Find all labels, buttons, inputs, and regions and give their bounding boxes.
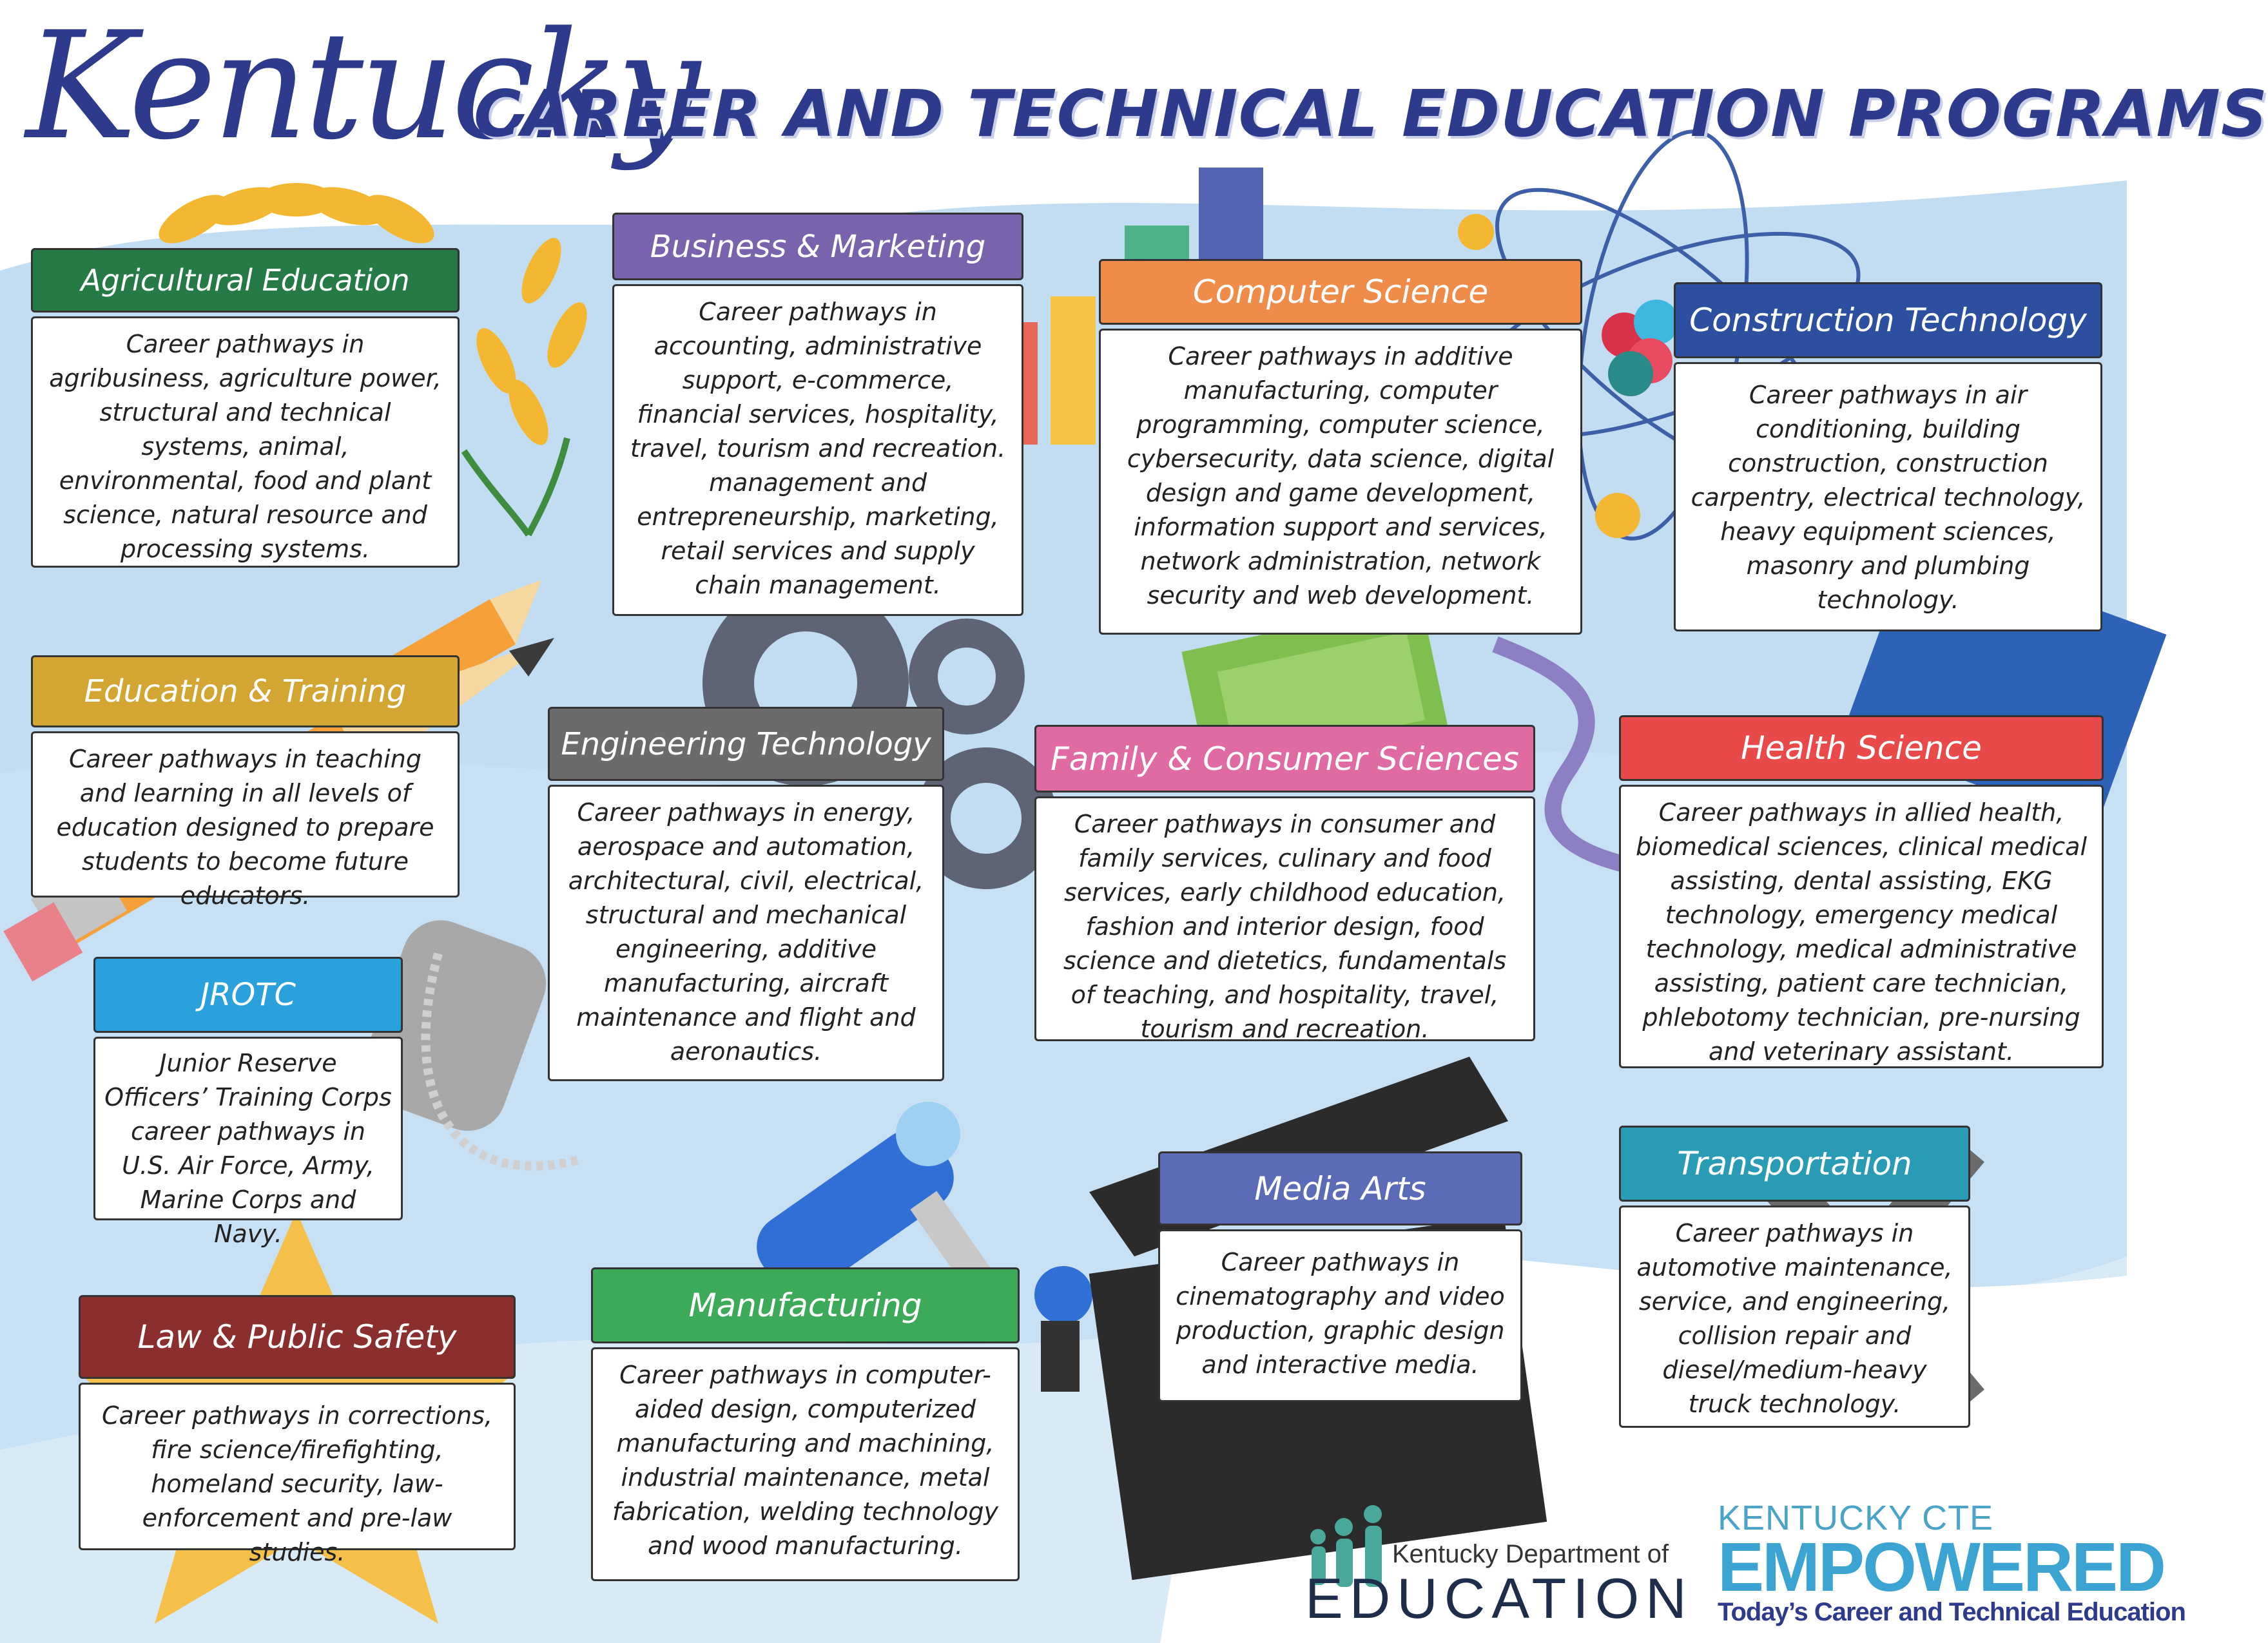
program-card-family-consumer-sciences: [1034, 725, 1535, 1041]
program-title: Law & Public Safety: [79, 1295, 516, 1379]
program-title: Agricultural Education: [31, 248, 460, 312]
cte-logo-top: KENTUCKY CTE: [1718, 1499, 1994, 1537]
program-card-computer-science: [1099, 259, 1582, 635]
program-description: Career pathways in consumer and family services, culinary and food services, early childhood education, fashion and interior design, food science and dietetics, fundamentals of teaching, and hospitality, travel, tourism and recreation.: [1034, 796, 1535, 1041]
program-card-media-arts: [1158, 1151, 1522, 1402]
program-title: Media Arts: [1158, 1151, 1522, 1225]
program-card-agricultural-education: [31, 248, 460, 568]
program-card-engineering-technology: [548, 707, 944, 1081]
program-title: Computer Science: [1099, 259, 1582, 325]
program-card-manufacturing: [591, 1267, 1020, 1581]
kde-logo-line1: Kentucky Department of: [1392, 1540, 1669, 1568]
program-description: Career pathways in air conditioning, building construction, construction carpentry, electrical technology, heavy equipment sciences, masonry and plumbing technology.: [1674, 362, 2102, 631]
program-description: Junior Reserve Officers’ Training Corps career pathways in U.S. Air Force, Army, Marine Corps and Navy.: [93, 1037, 403, 1220]
program-description: Career pathways in additive manufacturing, computer programming, computer science, cybersecurity, data science, digital design and game development, information support and services, network administration, network security and web development.: [1099, 329, 1582, 635]
program-description: Career pathways in automotive maintenance, service, and engineering, collision repair and diesel/medium-heavy truck technology.: [1619, 1206, 1970, 1428]
cte-logo-wordmark: EMPOWERED: [1718, 1528, 2165, 1606]
program-description: Career pathways in teaching and learning in all levels of education designed to prepare students to become future educators.: [31, 731, 460, 898]
script-title: Kentucky: [26, 1, 697, 173]
program-description: Career pathways in accounting, administrative support, e-commerce, financial services, hospitality, travel, tourism and recreation. management and entrepreneurship, marketing, retail services and supply chain management.: [612, 284, 1023, 616]
program-card-construction-technology: [1674, 282, 2102, 631]
program-title: Education & Training: [31, 655, 460, 727]
kde-logo-line2: EDUCATION: [1305, 1566, 1693, 1630]
program-card-transportation: [1619, 1126, 1970, 1428]
program-title: Health Science: [1619, 715, 2104, 781]
program-description: Career pathways in corrections, fire science/firefighting, homeland security, law-enforcement and pre-law studies.: [79, 1383, 516, 1550]
program-card-education-training: [31, 655, 460, 910]
program-card-business-marketing: [612, 213, 1023, 616]
program-description: Career pathways in agribusiness, agriculture power, structural and technical systems, animal, environmental, food and plant science, natural resource and processing systems.: [31, 316, 460, 568]
cte-logo-tagline: Today’s Career and Technical Education: [1718, 1598, 2186, 1626]
program-title: Construction Technology: [1674, 282, 2102, 358]
program-title: Engineering Technology: [548, 707, 944, 781]
program-description: Career pathways in cinematography and video production, graphic design and interactive media.: [1158, 1229, 1522, 1402]
program-title: Manufacturing: [591, 1267, 1020, 1343]
program-card-health-science: [1619, 715, 2104, 1068]
program-title: Business & Marketing: [612, 213, 1023, 280]
program-title: Transportation: [1619, 1126, 1970, 1202]
program-card-jrotc: [93, 957, 403, 1248]
page-title: CAREER AND TECHNICAL EDUCATION PROGRAMS: [474, 76, 2268, 151]
program-title: JROTC: [93, 957, 403, 1033]
program-card-law-public-safety: [79, 1295, 516, 1566]
program-description: Career pathways in energy, aerospace and automation, architectural, civil, electrical, structural and mechanical engineering, additive manufacturing, aircraft maintenance and flight and aeronautics.: [548, 785, 944, 1081]
program-description: Career pathways in allied health, biomedical sciences, clinical medical assisting, dental assisting, EKG technology, emergency medical technology, medical administrative assisting, patient care technician, phlebotomy technician, pre-nursing and veterinary assistant.: [1619, 785, 2104, 1068]
program-title: Family & Consumer Sciences: [1034, 725, 1535, 793]
program-description: Career pathways in computer-aided design, computerized manufacturing and machining, industrial maintenance, metal fabrication, welding technology and wood manufacturing.: [591, 1347, 1020, 1581]
